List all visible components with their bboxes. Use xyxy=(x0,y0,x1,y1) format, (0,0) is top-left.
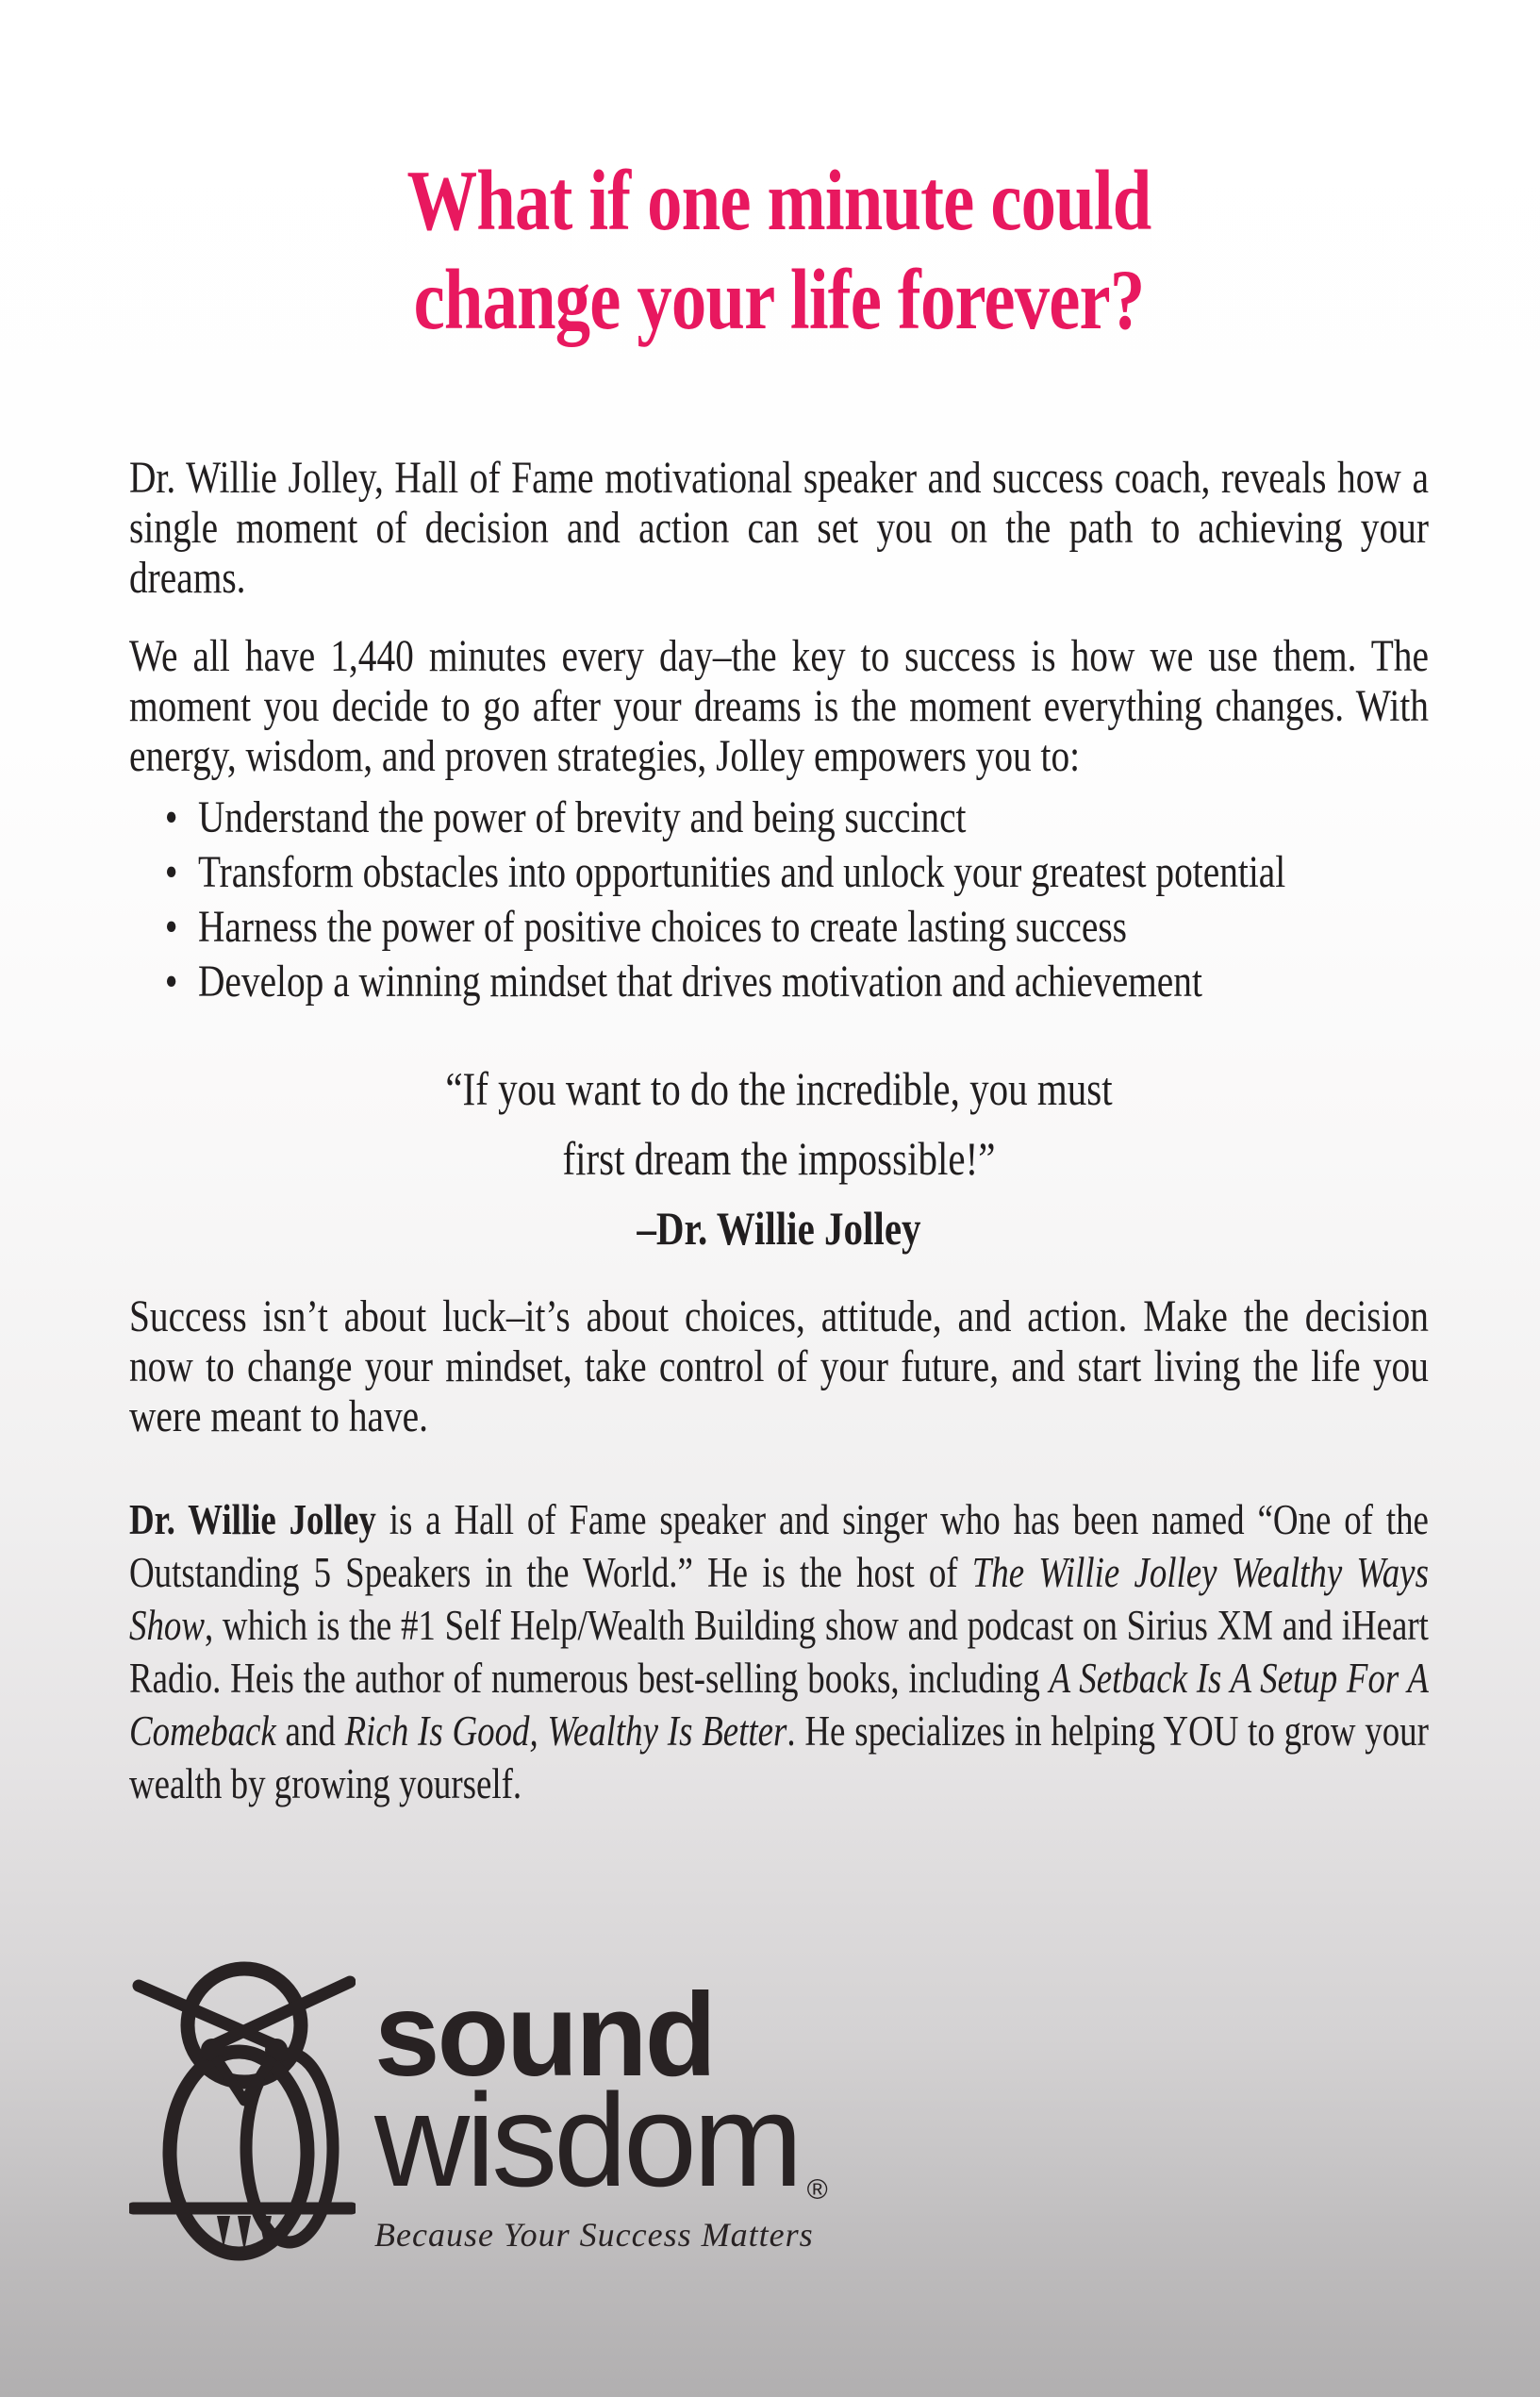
intro-paragraph: Dr. Willie Jolley, Hall of Fame motivational speaker and success coach, reveals how a single moment of decision and action can set you on the path to achieving your dreams. xyxy=(129,453,1429,603)
logo-tagline: Because Your Success Matters xyxy=(374,2216,814,2254)
quote-line-2: first dream the impossible!” xyxy=(562,1132,996,1185)
logo-word-sound: sound xyxy=(374,1970,714,2101)
benefit-item xyxy=(129,792,1429,842)
bullet-icon: • xyxy=(164,957,178,1007)
bullet-icon: • xyxy=(164,792,178,842)
pull-quote xyxy=(129,1054,1429,1263)
owl-brow-left xyxy=(139,1986,273,2044)
benefit-item xyxy=(129,847,1429,897)
bio-segment-italic: The Willie Jolley Wealthy Ways Show xyxy=(129,1549,1429,1649)
logo-word-wisdom: wisdom xyxy=(374,2066,800,2214)
benefit-text: Transform obstacles into opportunities and unlock your greatest potential xyxy=(197,847,1286,897)
bio-segment-italic: A Setback Is A Setup For A Comeback xyxy=(129,1655,1429,1755)
benefit-item xyxy=(129,902,1429,952)
benefit-item xyxy=(129,957,1429,1007)
headline-line-1: What if one minute could xyxy=(406,153,1151,248)
bio-segment-normal: and xyxy=(275,1707,345,1755)
minutes-paragraph: We all have 1,440 minutes every day–the key to success is how we use them. The moment you decide to go after your dreams is the moment everything changes. With energy, wisdom, and proven strategies, Jolley empowers you to: xyxy=(129,631,1429,781)
bio-segment-normal: , which is the #1 Self Help/Wealth Building show and podcast on Sirius XM and iHeart Radio. Heis the author of numerous best-selling books, including xyxy=(129,1602,1429,1702)
benefit-text: Understand the power of brevity and being succinct xyxy=(197,792,967,842)
bio-segment-italic: Rich Is Good, Wealthy Is Better xyxy=(344,1707,787,1755)
owl-on-branch-icon xyxy=(129,1952,356,2284)
logo-word-wisdom-row xyxy=(374,2066,828,2214)
bullet-icon: • xyxy=(164,902,178,952)
benefits-list xyxy=(129,792,1429,1007)
headline-line-2: change your life forever? xyxy=(413,252,1145,347)
quote-line-1: “If you want to do the incredible, you must xyxy=(445,1062,1113,1115)
quote-attribution: –Dr. Willie Jolley xyxy=(637,1202,921,1255)
author-bio xyxy=(129,1493,1429,1810)
bio-segment-normal: is a Hall of Fame speaker and singer who has been named “One of the Outstanding 5 Speakers in the World.” He is the host of xyxy=(129,1496,1429,1596)
publisher-wordmark xyxy=(374,1970,828,2255)
publisher-logo xyxy=(129,1952,1540,2284)
headline xyxy=(129,151,1429,349)
registered-trademark: ® xyxy=(806,2174,828,2206)
bullet-icon: • xyxy=(164,847,178,897)
cover-text-column xyxy=(129,151,1429,1810)
benefit-text: Harness the power of positive choices to create lasting success xyxy=(197,902,1128,952)
benefit-text: Develop a winning mindset that drives motivation and achievement xyxy=(197,957,1202,1007)
bio-segment-normal: . He specializes in helping YOU to grow your wealth by growing yourself. xyxy=(129,1707,1429,1807)
bio-segment-bold: Dr. Willie Jolley xyxy=(129,1496,376,1543)
closing-paragraph: Success isn’t about luck–it’s about choices, attitude, and action. Make the decision now to change your mindset, take control of your future, and start living the life you were meant to have. xyxy=(129,1291,1429,1441)
